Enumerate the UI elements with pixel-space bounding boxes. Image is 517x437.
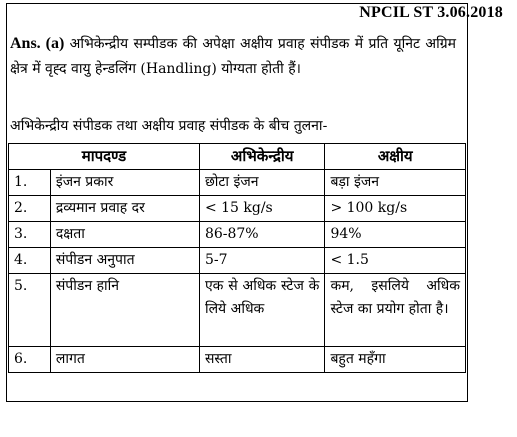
- row-centrifugal: 5-7: [199, 248, 325, 274]
- row-axial: बहुत महँगा: [325, 347, 466, 373]
- row-axial: 94%: [325, 222, 466, 248]
- row-axial: कम, इसलिये अधिक स्टेज का प्रयोग होता है।: [325, 274, 466, 347]
- header-centrifugal: अभिकेन्द्रीय: [199, 144, 325, 170]
- comparison-intro: अभिकेन्द्रीय संपीडक तथा अक्षीय प्रवाह संपीडक के बीच तुलना-: [10, 118, 328, 134]
- row-centrifugal: 86-87%: [199, 222, 325, 248]
- comparison-table: [8, 143, 466, 373]
- table-row: [9, 347, 466, 373]
- exam-source: NPCIL ST 3.06.2018: [359, 4, 503, 21]
- row-axial: बड़ा इंजन: [325, 170, 466, 196]
- answer-label: Ans. (a): [10, 35, 65, 52]
- row-number: 2.: [9, 196, 51, 222]
- row-parameter: दक्षता: [50, 222, 199, 248]
- row-parameter: इंजन प्रकार: [50, 170, 199, 196]
- row-number: 3.: [9, 222, 51, 248]
- table-row: [9, 196, 466, 222]
- answer-text: अभिकेन्द्रीय सम्पीडक की अपेक्षा अक्षीय प्रवाह संपीडक में प्रति यूनिट अग्रिम क्षेत्र में वृह्द वायु हेन्डलिंग (Handling) योग्यता होती हैं।: [10, 36, 456, 77]
- header-axial: अक्षीय: [325, 144, 466, 170]
- answer-paragraph: [10, 32, 456, 81]
- row-parameter: संपीडन हानि: [50, 274, 199, 347]
- row-centrifugal: < 15 kg/s: [199, 196, 325, 222]
- row-parameter: द्रव्यमान प्रवाह दर: [50, 196, 199, 222]
- header-parameter: मापदण्ड: [9, 144, 200, 170]
- row-axial: < 1.5: [325, 248, 466, 274]
- row-parameter: लागत: [50, 347, 199, 373]
- row-number: 4.: [9, 248, 51, 274]
- row-number: 6.: [9, 347, 51, 373]
- row-axial: > 100 kg/s: [325, 196, 466, 222]
- table-row: [9, 170, 466, 196]
- row-parameter: संपीडन अनुपात: [50, 248, 199, 274]
- table-row: [9, 248, 466, 274]
- row-centrifugal: एक से अधिक स्टेज के लिये अधिक: [199, 274, 325, 347]
- row-number: 1.: [9, 170, 51, 196]
- row-number: 5.: [9, 274, 51, 347]
- table-row: [9, 274, 466, 347]
- row-centrifugal: सस्ता: [199, 347, 325, 373]
- table-row: [9, 222, 466, 248]
- table-header-row: [9, 144, 466, 170]
- row-centrifugal: छोटा इंजन: [199, 170, 325, 196]
